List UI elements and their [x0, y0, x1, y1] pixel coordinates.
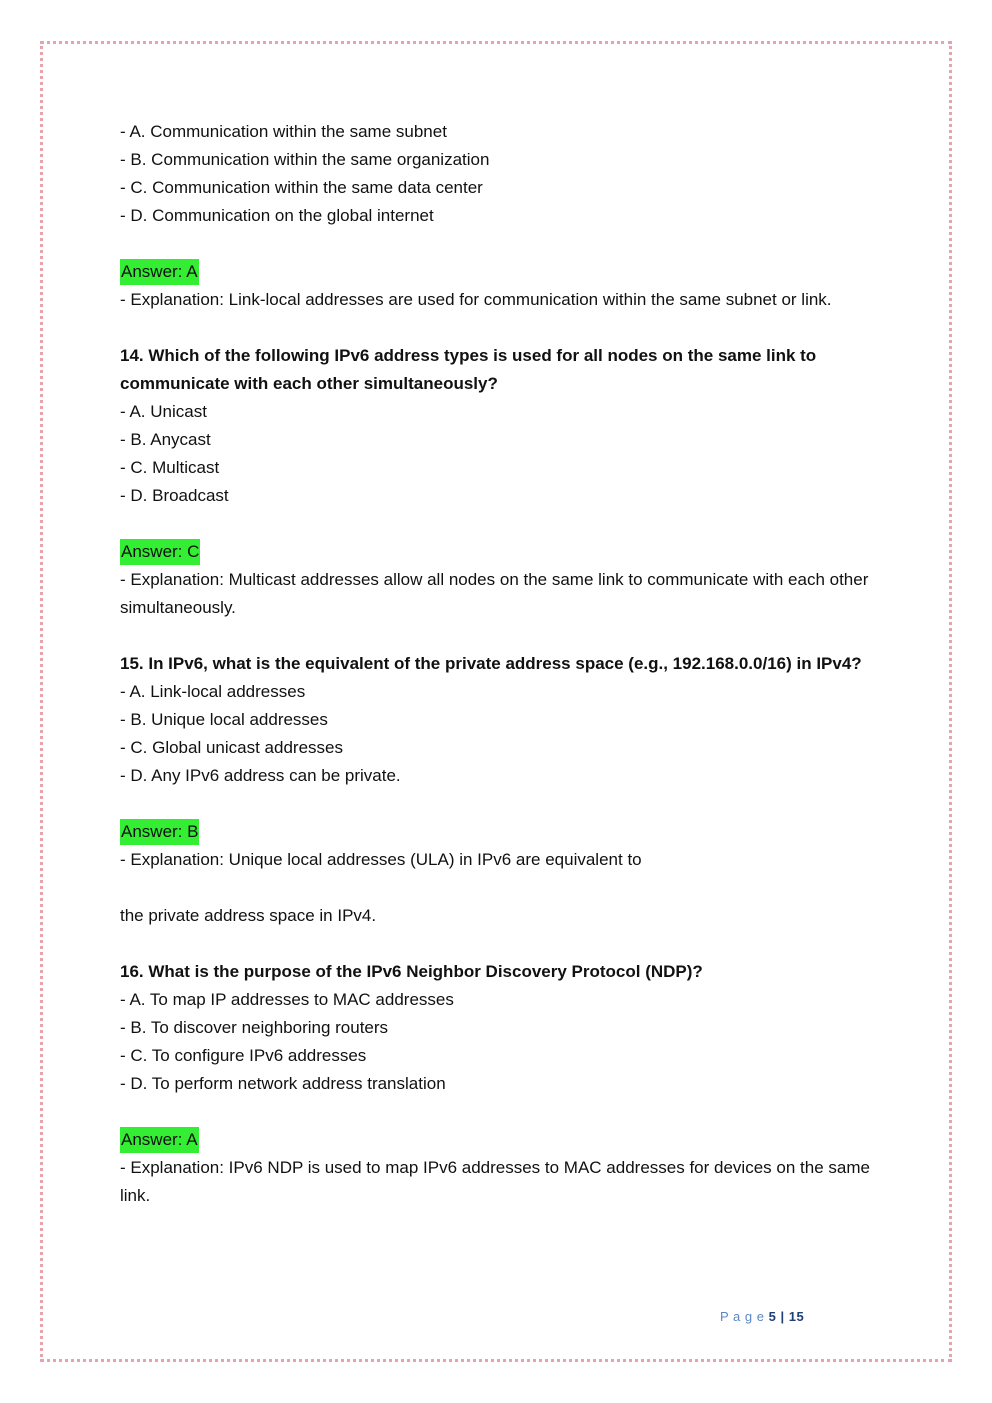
page-label: P a g e	[720, 1309, 765, 1324]
document-body	[120, 118, 872, 1210]
option-a: - A. Link-local addresses	[120, 682, 306, 701]
answer-label: Answer: A	[120, 259, 199, 285]
question-title: 15. In IPv6, what is the equivalent of the private address space (e.g., 192.168.0.0/16) in IPv4?	[120, 654, 862, 673]
explanation: - Explanation: IPv6 NDP is used to map IPv6 addresses to MAC addresses for devices on the same link.	[120, 1158, 870, 1205]
option-a: - A. To map IP addresses to MAC addresses	[120, 990, 454, 1009]
option-c: - C. Global unicast addresses	[120, 738, 343, 757]
option-c: - C. Communication within the same data center	[120, 178, 483, 197]
page-total: 15	[788, 1309, 805, 1324]
option-c: - C. To configure IPv6 addresses	[120, 1046, 367, 1065]
option-c: - C. Multicast	[120, 458, 220, 477]
option-a: - A. Communication within the same subnet	[120, 122, 447, 141]
explanation-part-1: - Explanation: Unique local addresses (ULA) in IPv6 are equivalent to	[120, 850, 642, 869]
question-title: 16. What is the purpose of the IPv6 Neighbor Discovery Protocol (NDP)?	[120, 962, 703, 981]
option-b: - B. To discover neighboring routers	[120, 1018, 389, 1037]
option-b: - B. Unique local addresses	[120, 710, 328, 729]
page-footer	[720, 1309, 804, 1324]
option-a: - A. Unicast	[120, 402, 207, 421]
explanation: - Explanation: Link-local addresses are used for communication within the same subnet or link.	[120, 290, 832, 309]
question-title: 14. Which of the following IPv6 address types is used for all nodes on the same link to communicate with each other simultaneously?	[120, 346, 817, 393]
question-16	[120, 958, 872, 1210]
option-d: - D. Communication on the global internet	[120, 206, 434, 225]
option-d: - D. Broadcast	[120, 486, 229, 505]
explanation: - Explanation: Multicast addresses allow all nodes on the same link to communicate with each other simultaneously.	[120, 570, 869, 617]
answer-label: Answer: B	[120, 819, 199, 845]
question-15	[120, 650, 872, 930]
option-d: - D. Any IPv6 address can be private.	[120, 766, 401, 785]
question-14	[120, 342, 872, 622]
explanation-part-2: the private address space in IPv4.	[120, 906, 377, 925]
option-b: - B. Communication within the same organization	[120, 150, 490, 169]
option-d: - D. To perform network address translation	[120, 1074, 446, 1093]
page-number: 5	[768, 1309, 777, 1324]
page-separator: |	[780, 1309, 785, 1324]
question-13	[120, 118, 872, 314]
option-b: - B. Anycast	[120, 430, 211, 449]
answer-label: Answer: A	[120, 1127, 199, 1153]
answer-label: Answer: C	[120, 539, 200, 565]
